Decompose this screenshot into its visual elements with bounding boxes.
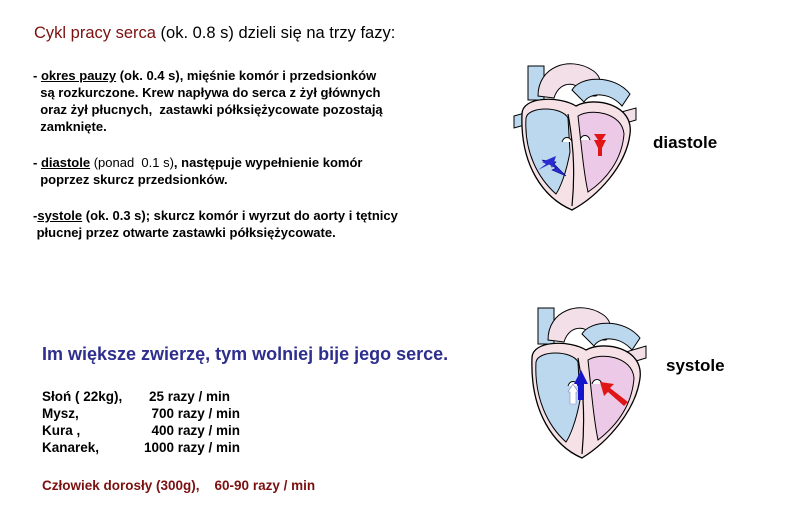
bullet: -: [33, 208, 38, 223]
phase-diastole: [33, 154, 362, 188]
phase-line1: , następuje wypełnienie komór: [173, 155, 363, 170]
title-accent: Cykl pracy serca: [34, 24, 156, 42]
list-item: [42, 439, 240, 456]
bullet: -: [33, 155, 41, 170]
list-item: [42, 405, 240, 422]
diastole-label: diastole: [653, 133, 718, 152]
phase-line1: (ok. 0.4 s), mięśnie komór i przedsionków: [116, 68, 377, 83]
title-rest: (ok. 0.8 s) dzieli się na trzy fazy:: [155, 24, 396, 42]
animal-name: Kura ,: [42, 423, 81, 438]
list-item: [42, 422, 240, 439]
list-item: [42, 388, 240, 405]
heart-systole-figure: [520, 300, 652, 464]
phase-pause: [33, 67, 383, 135]
phase-term: systole: [37, 208, 83, 223]
phase-term: okres pauzy: [40, 68, 117, 83]
animal-rate: 25 razy / min: [148, 389, 230, 404]
phase-lines: są rozkurczone. Krew napływa do serca z żył głównych oraz żył płucnych, zastawki półksiężycowate pozostają zamknięte.: [40, 85, 383, 134]
animal-rate: 700 razy / min: [151, 406, 240, 421]
phase-duration: (ponad 0.1 s): [90, 155, 174, 170]
phase-systole: [33, 207, 398, 241]
bullet: -: [33, 68, 41, 83]
systole-label: systole: [666, 356, 725, 375]
page-title: [34, 24, 395, 43]
phase-term: diastole: [40, 155, 91, 170]
animal-name: Kanarek,: [42, 440, 100, 455]
animal-rate: 400 razy / min: [151, 423, 240, 438]
animal-name: Słoń ( 22kg),: [42, 389, 123, 404]
heart-rate-list: [42, 388, 240, 456]
heart-diastole-figure: [510, 56, 642, 216]
human-heart-rate: Człowiek dorosły (300g), 60-90 razy / min: [42, 478, 316, 493]
animal-name: Mysz,: [42, 406, 79, 421]
animal-rate: 1000 razy / min: [143, 440, 240, 455]
phase-line1: (ok. 0.3 s); skurcz komór i wyrzut do aorty i tętnicy: [82, 208, 398, 223]
phase-lines: płucnej przez otwarte zastawki półksiężycowate.: [33, 225, 336, 240]
phase-lines: poprzez skurcz przedsionków.: [33, 172, 228, 187]
heart-rate-heading: Im większe zwierzę, tym wolniej bije jego serce.: [42, 344, 449, 364]
